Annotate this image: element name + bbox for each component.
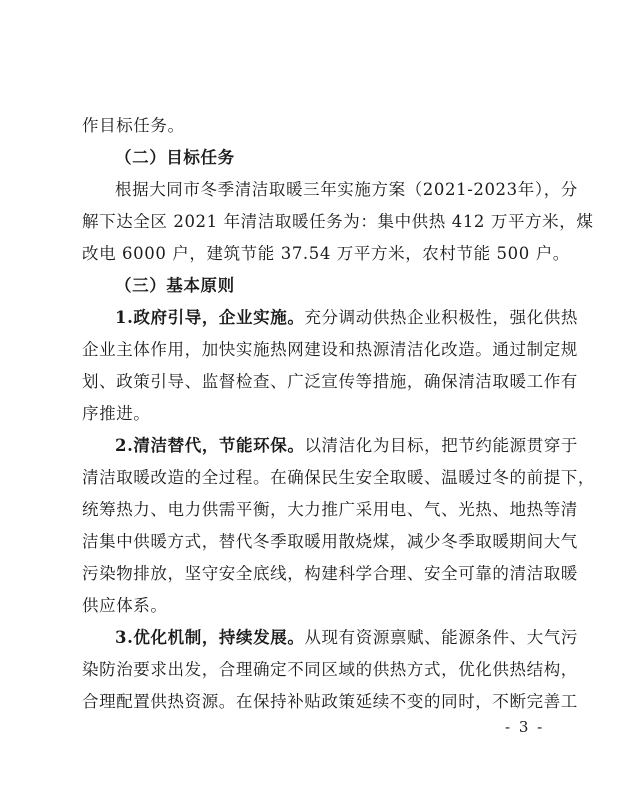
paragraph-line: 作目标任务。	[82, 116, 185, 135]
paragraph-line: 合理配置供热资源。在保持补贴政策延续不变的同时，不断完善工	[82, 692, 578, 711]
page-number: - 3 -	[505, 718, 545, 736]
paragraph-line: 污染物排放，坚守安全底线，构建科学合理、安全可靠的清洁取暖	[82, 564, 578, 583]
principle-text: 从现有资源禀赋、能源条件、大气污	[304, 628, 579, 647]
paragraph-line: 企业主体作用，加快实施热网建设和热源清洁化改造。通过制定规	[82, 340, 578, 359]
paragraph-line: 供应体系。	[82, 596, 168, 615]
paragraph-line: 统筹热力、电力供需平衡，大力推广采用电、气、光热、地热等清	[82, 500, 578, 519]
paragraph-line: 洁集中供暖方式，替代冬季取暖用散烧煤，减少冬季取暖期间大气	[82, 532, 578, 551]
paragraph-line: 染防治要求出发，合理确定不同区域的供热方式，优化供热结构，	[82, 660, 578, 679]
paragraph-line: 清洁取暖改造的全过程。在确保民生安全取暖、温暖过冬的前提下，	[82, 468, 595, 487]
section-heading-principles: （三）基本原则	[115, 276, 235, 295]
principle-title: 3.优化机制，持续发展。	[115, 628, 305, 647]
paragraph-line: 划、政策引导、监督检查、广泛宣传等措施，确保清洁取暖工作有	[82, 372, 578, 391]
section-heading-targets: （二）目标任务	[115, 148, 235, 167]
principle-text: 以清洁化为目标，把节约能源贯穿于	[304, 436, 579, 455]
paragraph-line: 根据大同市冬季清洁取暖三年实施方案（2021-2023年），分	[115, 180, 578, 199]
paragraph-line	[115, 436, 579, 456]
principle-text: 充分调动供热企业积极性，强化供热	[304, 308, 579, 327]
paragraph-line	[115, 628, 579, 648]
paragraph-line: 解下达全区 2021 年清洁取暖任务为：集中供热 412 万平方米，煤	[82, 212, 594, 231]
principle-title: 2.清洁替代，节能环保。	[115, 436, 305, 455]
principle-title: 1.政府引导，企业实施。	[115, 308, 305, 327]
paragraph-line: 改电 6000 户，建筑节能 37.54 万平方米，农村节能 500 户。	[82, 244, 570, 263]
paragraph-line	[115, 308, 579, 328]
paragraph-line: 序推进。	[82, 404, 151, 423]
